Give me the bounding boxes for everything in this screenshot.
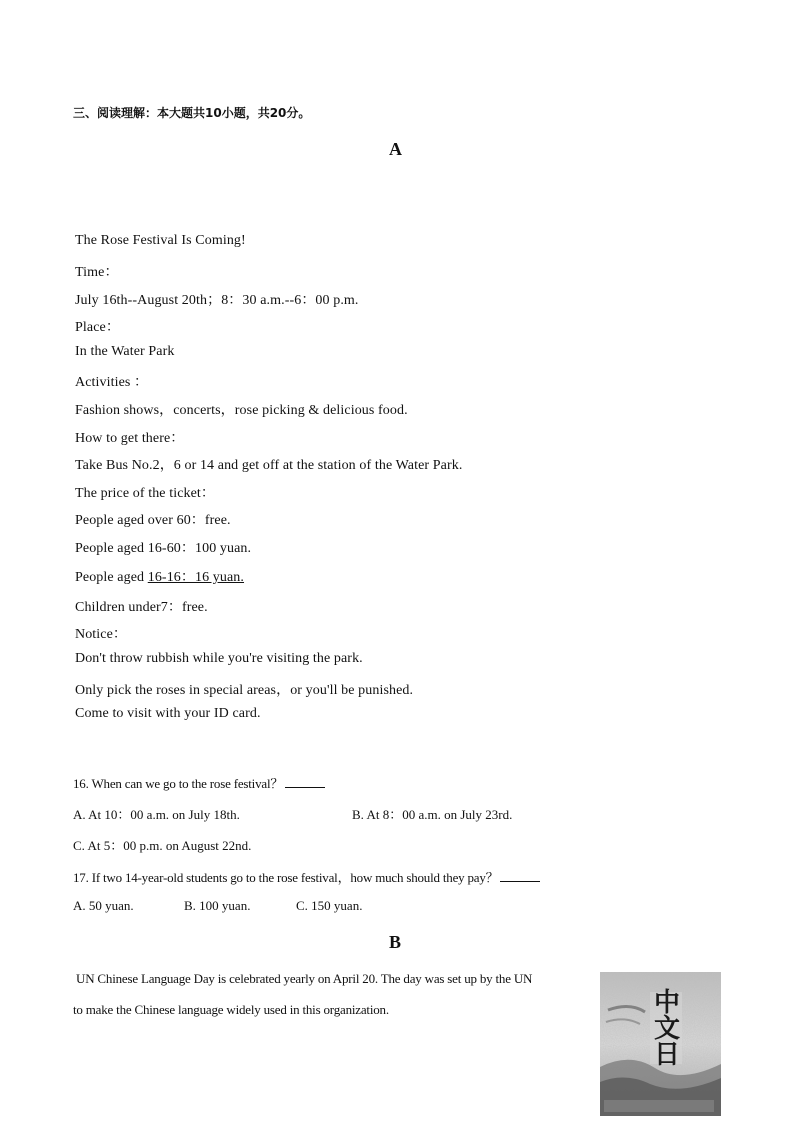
passage-b-letter: B xyxy=(389,932,402,952)
question-16-option-b: B. At 8：00 a.m. on July 23rd. xyxy=(352,807,513,822)
price-children: Children under7：free. xyxy=(75,600,208,615)
question-16-stem: 16. When can we go to the rose festival？ xyxy=(73,776,284,791)
place-value: In the Water Park xyxy=(75,344,175,359)
time-value: July 16th--August 20th；8：30 a.m.--6：00 p.m. xyxy=(75,293,359,308)
question-17-option-b: B. 100 yuan. xyxy=(184,898,251,913)
activities-label: Activities ： xyxy=(75,375,149,390)
price-16-16-underlined: 16-16：16 yuan. xyxy=(147,570,245,585)
price-16-60: People aged 16-60：100 yuan. xyxy=(75,541,252,556)
question-16 xyxy=(73,773,325,792)
place-label: Place： xyxy=(75,320,120,335)
directions-value: Take Bus No.2，6 or 14 and get off at the station of the Water Park. xyxy=(75,458,463,473)
passage-a-letter: A xyxy=(389,139,402,159)
passage-b-line-1: UN Chinese Language Day is celebrated yearly on April 20. The day was set up by the UN xyxy=(76,971,533,986)
question-17-option-a: A. 50 yuan. xyxy=(73,898,134,913)
notice-rule-3: Come to visit with your ID card. xyxy=(75,706,261,721)
question-16-option-a: A. At 10：00 a.m. on July 18th. xyxy=(73,807,240,822)
notice-title: The Rose Festival Is Coming! xyxy=(75,233,246,248)
passage-b-line-2: to make the Chinese language widely used in this organization. xyxy=(73,1002,389,1017)
price-16-16 xyxy=(75,566,244,586)
notice-label: Notice： xyxy=(75,627,128,642)
chinese-day-poster-image xyxy=(600,972,721,1116)
section-heading: 三、阅读理解：本大题共10小题，共20分。 xyxy=(73,106,311,120)
answer-blank xyxy=(500,880,540,882)
answer-blank xyxy=(285,786,325,788)
price-label: The price of the ticket： xyxy=(75,486,216,501)
price-over-60: People aged over 60：free. xyxy=(75,513,231,528)
notice-rule-1: Don't throw rubbish while you're visiting the park. xyxy=(75,651,363,666)
time-label: Time： xyxy=(75,265,119,280)
activities-value: Fashion shows，concerts，rose picking & delicious food. xyxy=(75,403,408,418)
price-16-16-prefix: People aged xyxy=(75,570,148,585)
question-16-option-c: C. At 5：00 p.m. on August 22nd. xyxy=(73,838,252,853)
question-17-option-c: C. 150 yuan. xyxy=(296,898,363,913)
question-17-stem: 17. If two 14-year-old students go to the rose festival，how much should they pay？ xyxy=(73,870,499,885)
question-17 xyxy=(73,867,540,886)
directions-label: How to get there： xyxy=(75,431,185,446)
notice-rule-2: Only pick the roses in special areas，or you'll be punished. xyxy=(75,683,414,698)
poster-title-text: 中文日 xyxy=(653,988,680,1070)
